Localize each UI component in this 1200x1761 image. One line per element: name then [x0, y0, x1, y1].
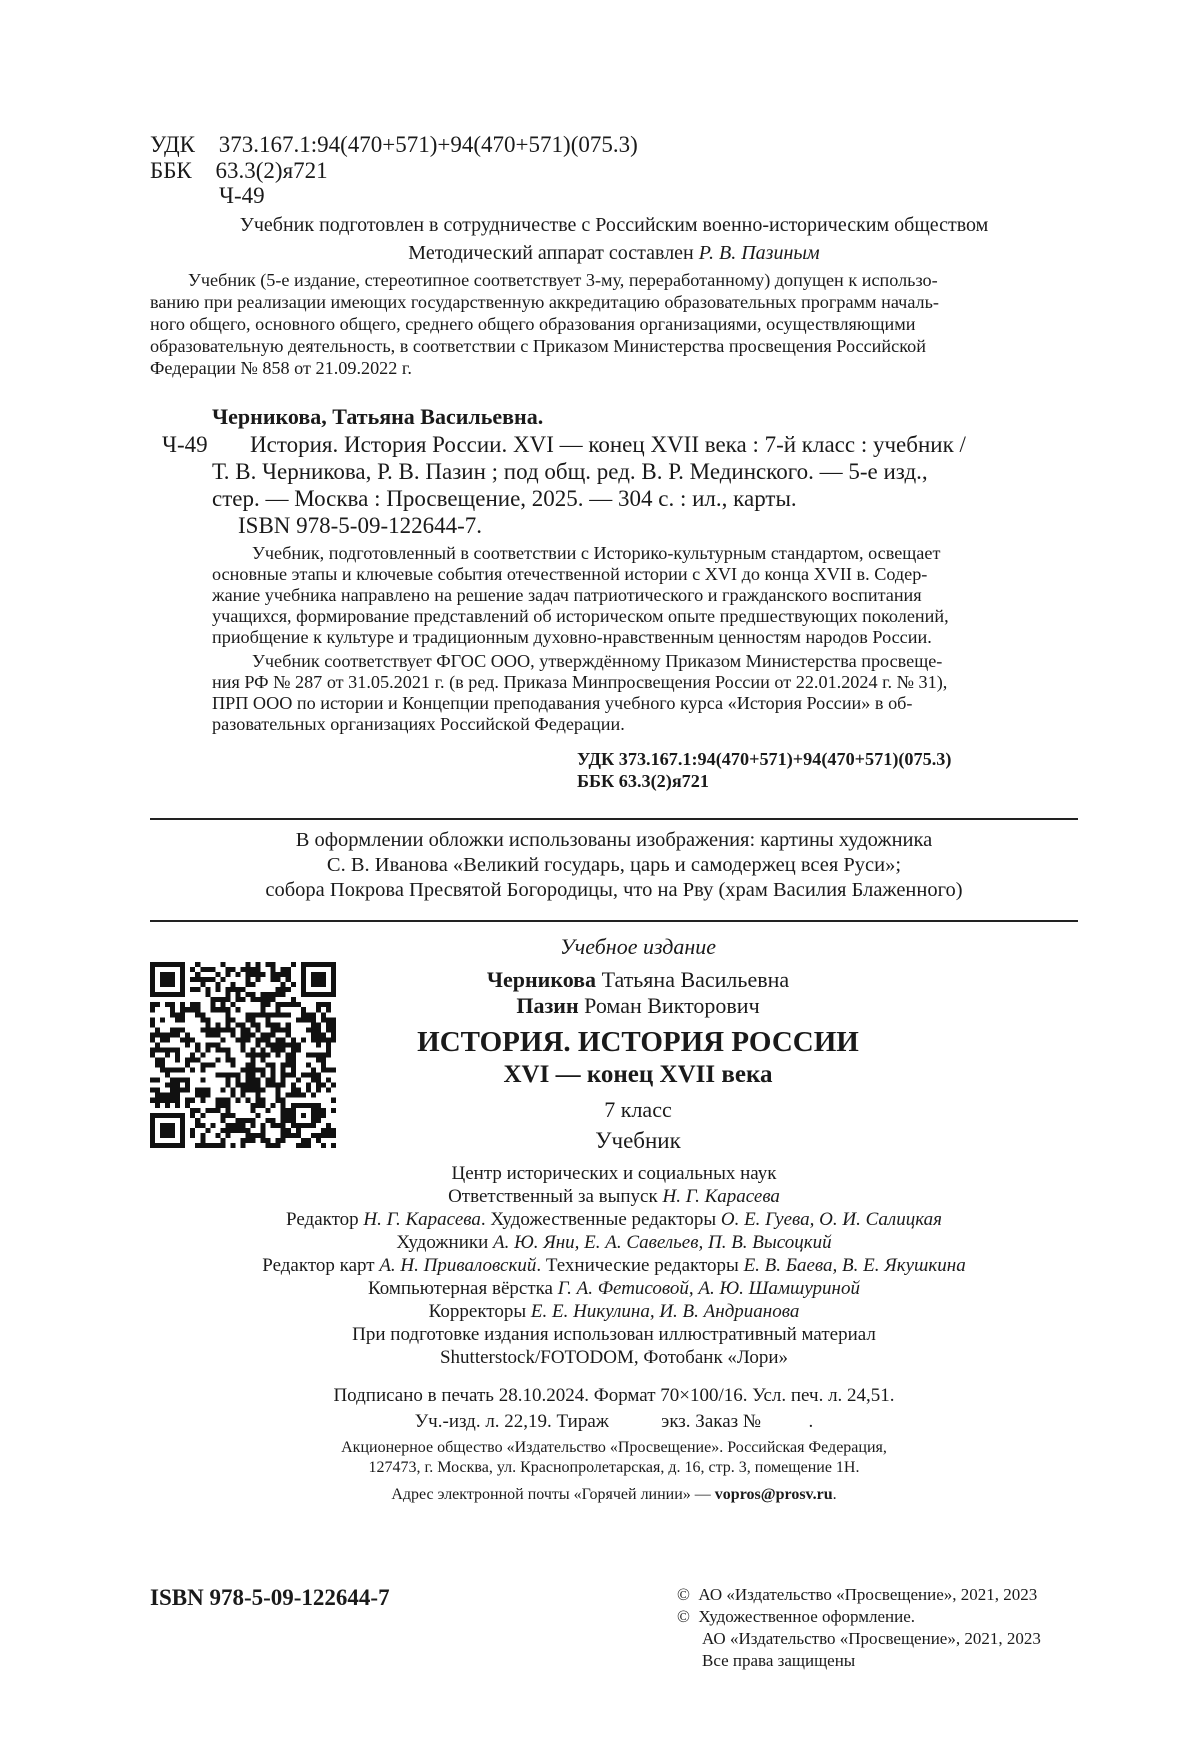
- copyright-line-4: Все права защищены: [702, 1651, 856, 1670]
- bbk-bold: ББК 63.3(2)я721: [577, 771, 709, 791]
- divider-2: [150, 920, 1078, 922]
- credits-illustr-2: Shutterstock/FOTODOM, Фотобанк «Лори»: [439, 1347, 789, 1368]
- tech-editors-label: . Технические редакторы: [536, 1255, 739, 1276]
- abstract-line-4: учащихся, формирование представлений об историческом опыте предшествующих поколений,: [212, 606, 949, 626]
- artists-label: Художники: [396, 1232, 489, 1253]
- author-1-name: Татьяна Васильевна: [601, 967, 790, 992]
- email-line: [150, 1486, 1078, 1504]
- print-line-2: Уч.-изд. л. 22,19. Тираж экз. Заказ № .: [414, 1411, 814, 1432]
- methodical-prefix: Методический аппарат составлен: [408, 242, 694, 264]
- credits-layout: [150, 1278, 1078, 1300]
- abstract-line-1: Учебник, подготовленный в соответствии с Историко-культурным стандартом, освещает: [252, 543, 941, 563]
- book-grade: 7 класс: [604, 1097, 672, 1122]
- layout-label: Компьютерная вёрстка: [367, 1278, 553, 1299]
- art-editors-label: . Художественные редакторы: [480, 1209, 717, 1230]
- credits-illustr-1: При подготовке издания использован иллюстративный материал: [352, 1324, 876, 1345]
- publisher-line-2: 127473, г. Москва, ул. Краснопролетарская, д. 16, стр. 3, помещение 1Н.: [368, 1459, 860, 1476]
- credits-map-tech: [150, 1255, 1078, 1277]
- map-editor-label: Редактор карт: [262, 1255, 375, 1276]
- credits-center: Центр исторических и социальных наук: [451, 1163, 777, 1184]
- approval-line-3: ного общего, основного общего, среднего общего образования организациями, осуществляющими: [150, 314, 916, 334]
- udk-label: УДК: [150, 132, 195, 157]
- fgos-line-1: Учебник соответствует ФГОС ООО, утверждённому Приказом Министерства просвеще-: [252, 651, 943, 671]
- art-editors-names: О. Е. Гуева, О. И. Салицкая: [720, 1209, 942, 1230]
- cover-note-line-2: С. В. Иванова «Великий государь, царь и самодержец всея Руси»;: [326, 854, 902, 876]
- fgos-line-3: ПРП ООО по истории и Концепции преподавания учебного курса «История России» в об-: [212, 693, 913, 713]
- editor-label: Редактор: [286, 1209, 359, 1230]
- credits-artists: [150, 1232, 1078, 1254]
- abstract-line-2: основные этапы и ключевые события отечественной истории с XVI до конца XVII в. Содер-: [212, 564, 928, 584]
- author-2-name: Роман Викторович: [584, 993, 760, 1018]
- edition-author-2: [348, 993, 928, 1019]
- footer-isbn: ISBN 978-5-09-122644-7: [150, 1585, 390, 1610]
- tech-editors-names: Е. В. Баева, В. Е. Якушкина: [743, 1255, 966, 1276]
- bbk-top-line: [150, 158, 328, 184]
- catalog-line-3: стер. — Москва : Просвещение, 2025. — 304 с. : ил., карты.: [212, 486, 797, 511]
- artists-names: А. Ю. Яни, Е. А. Савельев, П. В. Высоцкий: [493, 1232, 832, 1253]
- credits-editors: [150, 1209, 1078, 1231]
- udk-top-line: [150, 132, 638, 158]
- book-title: ИСТОРИЯ. ИСТОРИЯ РОССИИ: [417, 1026, 859, 1058]
- author-2-surname: Пазин: [516, 993, 579, 1018]
- udk-bold: УДК 373.167.1:94(470+571)+94(470+571)(075.3): [577, 749, 952, 769]
- collab-line-1: Учебник подготовлен в сотрудничестве с Российским военно-историческим обществом: [239, 214, 989, 236]
- collab-line-2: [150, 242, 1078, 265]
- copyright-line-1: © АО «Издательство «Просвещение», 2021, 2023: [677, 1585, 1038, 1604]
- layout-names: Г. А. Фетисовой, А. Ю. Шамшуриной: [557, 1278, 860, 1299]
- map-editor-name: А. Н. Приваловский: [379, 1255, 537, 1276]
- copyright-line-2: © Художественное оформление.: [677, 1607, 916, 1626]
- responsible-label: Ответственный за выпуск: [448, 1186, 658, 1207]
- bbk-value: 63.3(2)я721: [215, 158, 328, 183]
- credits-responsible: [150, 1186, 1078, 1208]
- catalog-author: Черникова, Татьяна Васильевна.: [212, 404, 544, 429]
- email-suffix: .: [832, 1486, 837, 1503]
- print-line-1: Подписано в печать 28.10.2024. Формат 70×100/16. Усл. печ. л. 24,51.: [333, 1385, 895, 1406]
- correctors-names: Е. Е. Никулина, И. В. Андрианова: [530, 1301, 800, 1322]
- author-mark: Ч-49: [219, 183, 265, 208]
- approval-line-1: Учебник (5-е издание, стереотипное соответствует 3-му, переработанному) допущен к использо-: [188, 270, 938, 290]
- approval-line-2: ванию при реализации имеющих государственную аккредитацию образовательных программ началь-: [150, 292, 939, 312]
- email-prefix: Адрес электронной почты «Горячей линии» —: [391, 1486, 711, 1503]
- edition-type: Учебное издание: [559, 934, 717, 959]
- catalog-isbn: ISBN 978-5-09-122644-7.: [238, 513, 483, 538]
- editor-name: Н. Г. Карасева: [363, 1209, 481, 1230]
- book-subtitle: XVI — конец XVII века: [503, 1061, 773, 1088]
- fgos-line-4: разовательных организациях Российской Федерации.: [212, 714, 625, 734]
- divider-1: [150, 818, 1078, 820]
- bbk-label: ББК: [150, 158, 192, 183]
- publisher-line-1: Акционерное общество «Издательство «Просвещение». Российская Федерация,: [341, 1439, 887, 1456]
- book-kind: Учебник: [595, 1128, 681, 1153]
- catalog-code: Ч-49: [162, 432, 208, 457]
- cover-note-line-1: В оформлении обложки использованы изображения: картины художника: [295, 829, 933, 851]
- catalog-line-1: История. История России. XVI — конец XVII века : 7-й класс : учебник /: [250, 432, 966, 457]
- udk-value: 373.167.1:94(470+571)+94(470+571)(075.3): [218, 132, 638, 157]
- cover-note-line-3: собора Покрова Пресвятой Богородицы, что на Рву (храм Василия Блаженного): [265, 879, 963, 901]
- abstract-line-3: жание учебника направлено на решение задач патриотического и гражданского воспитания: [212, 585, 922, 605]
- methodical-author: Р. В. Пазиным: [698, 242, 820, 264]
- approval-line-4: образовательную деятельность, в соответствии с Приказом Министерства просвещения Российской: [150, 336, 926, 356]
- qr-code[interactable]: [150, 962, 336, 1148]
- fgos-line-2: ния РФ № 287 от 31.05.2021 г. (в ред. Приказа Минпросвещения России от 22.01.2024 г. № 31),: [212, 672, 948, 692]
- correctors-label: Корректоры: [428, 1301, 527, 1322]
- copyright-line-3: АО «Издательство «Просвещение», 2021, 2023: [702, 1629, 1041, 1648]
- credits-correctors: [150, 1301, 1078, 1323]
- catalog-line-2: Т. В. Черникова, Р. В. Пазин ; под общ. ред. В. Р. Мединского. — 5-е изд.,: [212, 459, 928, 484]
- abstract-line-5: приобщение к культуре и традиционным духовно-нравственным ценностям народов России.: [212, 627, 932, 647]
- author-1-surname: Черникова: [486, 967, 597, 992]
- edition-author-1: [348, 967, 928, 993]
- approval-line-5: Федерации № 858 от 21.09.2022 г.: [150, 358, 412, 378]
- responsible-name: Н. Г. Карасева: [662, 1186, 780, 1207]
- email-link[interactable]: vopros@prosv.ru: [714, 1486, 833, 1503]
